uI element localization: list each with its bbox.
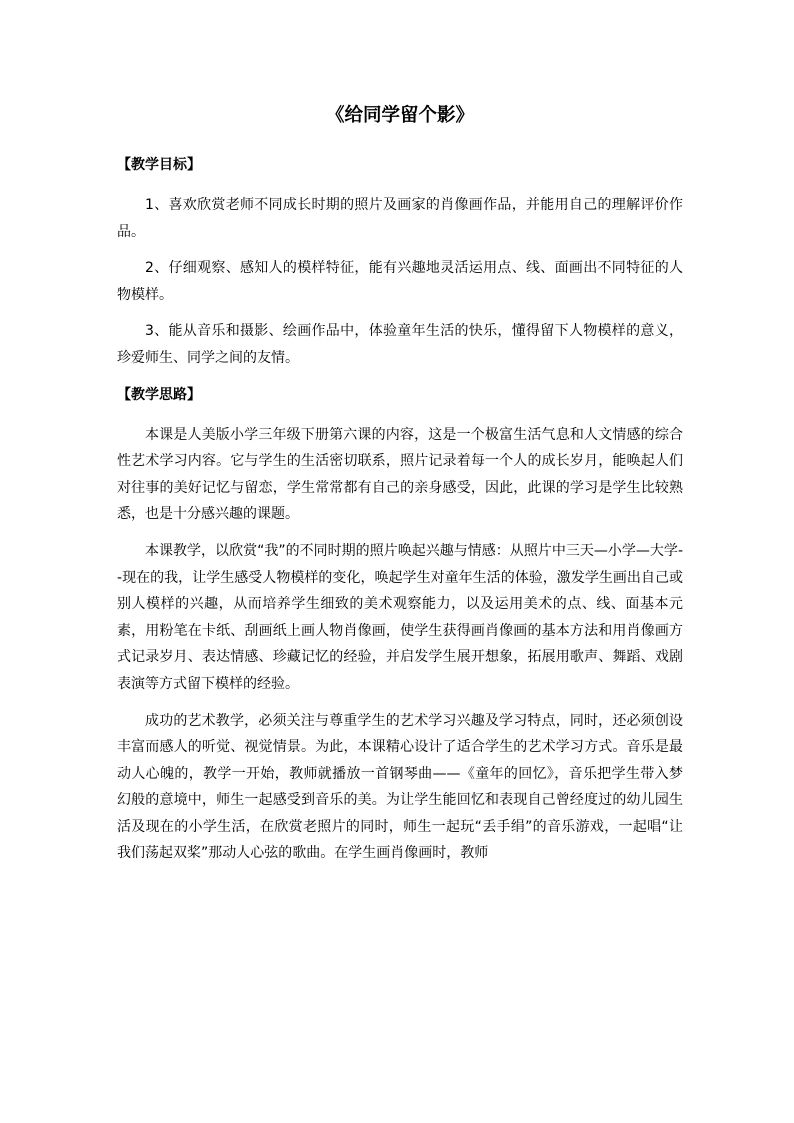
- paragraph: 本课是人美版小学三年级下册第六课的内容，这是一个极富生活气息和人文情感的综合性艺术学习内容。它与学生的生活密切联系，照片记录着每一个人的成长岁月，能唤起人们对往事的美好记忆与留恋，学生常常都有自己的亲身感受，因此，此课的学习是学生比较熟悉，也是十分感兴趣的课题。: [117, 426, 683, 523]
- document-title: 《给同学留个影》: [325, 105, 474, 126]
- paragraph: 成功的艺术教学，必须关注与尊重学生的艺术学习兴趣及学习特点，同时，还必须创设丰富而感人的听觉、视觉情景。为此，本课精心设计了适合学生的艺术学习方式。音乐是最动人心魄的，教学一开始，教师就播放一首钢琴曲——《童年的回忆》，音乐把学生带入梦幻般的意境中，师生一起感受到音乐的美。为让学生能回忆和表现自己曾经度过的幼儿园生活及现在的小学生活，在欣赏老照片的同时，师生一起玩“丢手绢”的音乐游戏，一起唱“让我们荡起双桨”那动人心弦的歌曲。在学生画肖像画时，教师: [117, 712, 683, 862]
- paragraph: 3、能从音乐和摄影、绘画作品中，体验童年生活的快乐，懂得留下人物模样的意义，珍爱师生、同学之间的友情。: [117, 323, 683, 366]
- paragraph: 1、喜欢欣赏老师不同成长时期的照片及画家的肖像画作品，并能用自己的理解评价作品。: [117, 197, 683, 240]
- paragraph: 本课教学，以欣赏“我”的不同时期的照片唤起兴趣与情感：从照片中三天—小学—大学--现在的我，让学生感受人物模样的变化，唤起学生对童年生活的体验，激发学生画出自己或别人模样的兴趣，从而培养学生细致的美术观察能力，以及运用美术的点、线、面基本元素，用粉笔在卡纸、刮画纸上画人物肖像画，使学生获得画肖像画的基本方法和用肖像画方式记录岁月、表达情感、珍藏记忆的经验，并启发学生展开想象，拓展用歌声、舞蹈、戏剧表演等方式留下模样的经验。: [117, 542, 683, 692]
- section-teaching-approach: [117, 382, 683, 868]
- section-heading: 【教学思路】: [117, 386, 201, 403]
- section-teaching-goals: [117, 152, 683, 372]
- paragraph: 2、仔细观察、感知人的模样特征，能有兴趣地灵活运用点、线、面画出不同特征的人物模样。: [117, 260, 683, 303]
- section-heading: 【教学目标】: [117, 157, 201, 173]
- document-body: [117, 100, 683, 877]
